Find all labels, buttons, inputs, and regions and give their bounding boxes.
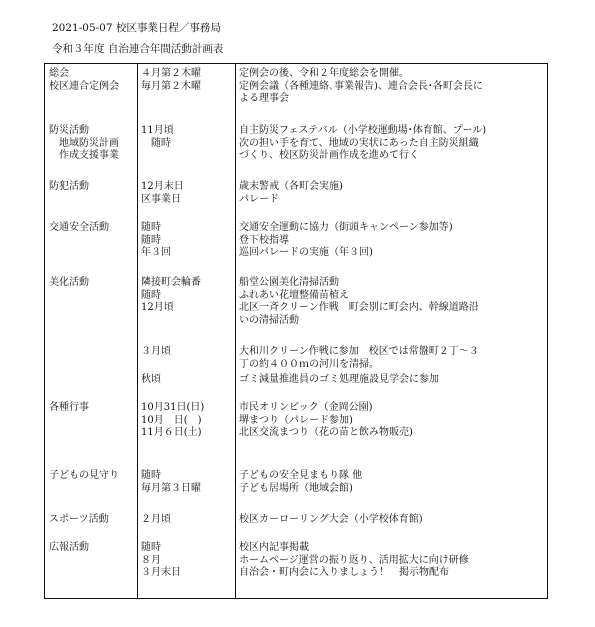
row-timing: ３月頃 — [141, 346, 171, 357]
row-category: スポーツ活動 — [49, 514, 109, 525]
activity-plan-table — [44, 63, 548, 599]
row-content: 定例会の後、令和２年度総会を開催。 定例会議（各種連絡､事業報告)、連合会長･各町会長に よる理事会 — [239, 68, 483, 105]
row-timing: 10月31日(日) 10月 日( ) 11月６日(土) — [141, 402, 205, 439]
row-content: 自主防災フェステバル（小学校運動場･体育館、プール) 次の担い手を育て、地域の実状にあった自主防災組織 づくり、校区防災計画作成を進めて行く — [239, 125, 487, 162]
row-content: 歳末警戒（各町会実施) パレード — [239, 181, 343, 205]
row-category: 防犯活動 — [49, 181, 89, 192]
row-timing: 随時 ８月 ３月末日 — [141, 542, 181, 579]
row-content: 校区カーローリング大会（小学校体育館) — [239, 514, 423, 525]
document-date-and-source: 2021-05-07 校区事業日程／事務局 — [52, 22, 221, 34]
row-category: 交通安全活動 — [49, 222, 109, 233]
row-timing: 隣接町会輪番 随時 12月頃 — [141, 277, 201, 314]
column-divider-category — [137, 64, 138, 598]
row-content: 市民オリンピック（金岡公園) 堺まつり（パレード参加) 北区交流まつり（花の苗と飲み物販売) — [239, 402, 413, 439]
row-timing: 随時 随時 年３回 — [141, 222, 171, 259]
row-content: 子どもの安全見まもり隊 他 子ども居場所（地域会館) — [239, 470, 363, 494]
row-timing: ２月頃 — [141, 514, 171, 525]
row-timing: 随時 毎月第３日曜 — [141, 470, 201, 494]
row-category: 総会 校区連合定例会 — [49, 68, 119, 92]
row-category: 広報活動 — [49, 542, 89, 553]
document-title: 令和３年度 自治連合年間活動計画表 — [52, 43, 224, 55]
row-timing: 秋頃 — [141, 374, 161, 385]
row-timing: 11月頃 随時 — [141, 125, 174, 149]
row-category: 各種行事 — [49, 402, 89, 413]
row-content: ゴミ減量推進員のゴミ処理施設見学会に参加 — [239, 374, 439, 385]
row-content: 大和川クリーン作戦に参加 校区では常盤町２丁～３ 丁の約４００ｍの河川を清掃。 — [239, 346, 479, 370]
row-content: 船堂公園美化清掃活動 ふれあい花壇整備苗植え 北区一斉クリーン作戦 町会別に町会内、幹線道路沿 いの清掃活動 — [239, 277, 479, 326]
row-timing: ４月第２木曜 毎月第２木曜 — [141, 68, 201, 92]
row-timing: 12月末日 区事業日 — [141, 181, 184, 205]
row-content: 交通安全運動に協力（街頭キャンペーン参加等) 登下校指導 巡回パレードの実施（年３回) — [239, 222, 453, 259]
row-category: 美化活動 — [49, 277, 89, 288]
row-category: 防災活動 地域防災計画 作成支援事業 — [49, 125, 119, 162]
column-divider-timing — [235, 64, 236, 598]
row-content: 校区内記事掲載 ホームページ運営の振り返り、活用拡大に向け研修 自治会・町内会に入りましょう！ 掲示物配布 — [239, 542, 469, 579]
row-category: 子どもの見守り — [49, 470, 119, 481]
